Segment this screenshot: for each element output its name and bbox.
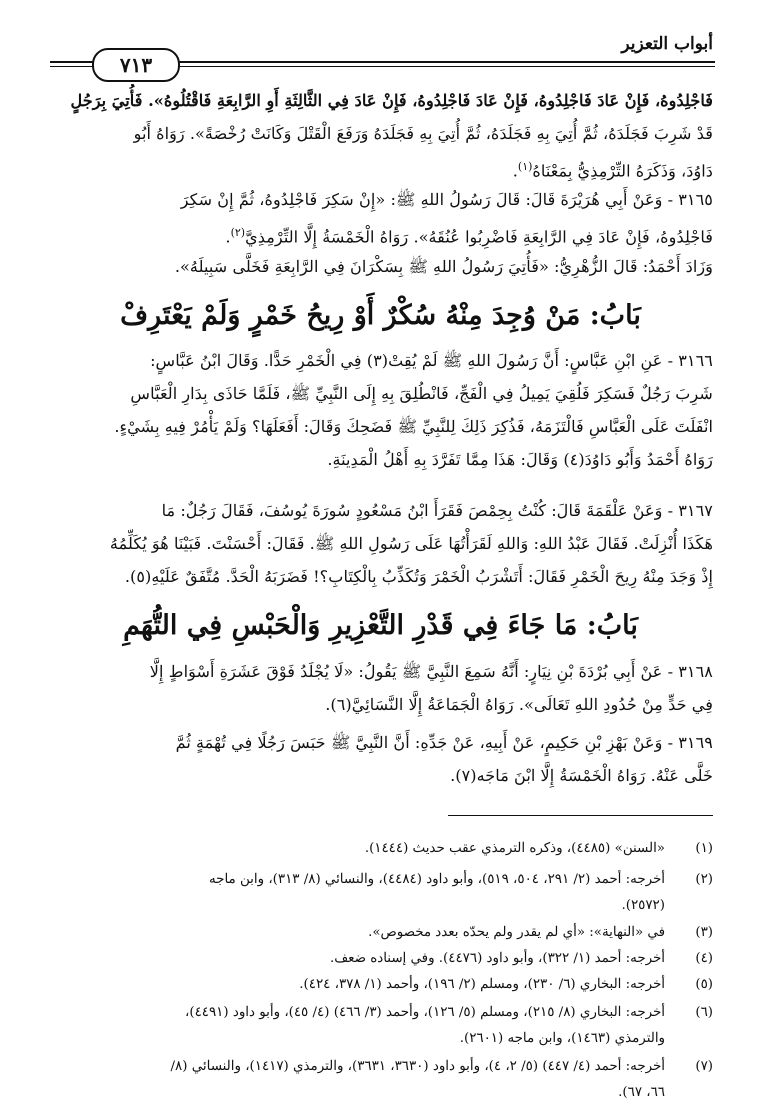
- footnote-text: أخرجه: أحمد (٤/ ٤٤٧) (٥/ ٢، ٤)، وأبو داود (٣٦٣٠، ٣٦٣١)، والترمذي (١٤١٧)، والنسائي (٨/: [170, 1059, 665, 1074]
- footnote-text: أخرجه: أحمد (١/ ٣٢٢)، وأبو داود (٤٤٧٦). وفي إسناده ضعف.: [330, 951, 665, 966]
- footnote-text: أخرجه: البخاري (٨/ ٢١٥)، ومسلم (٥/ ١٢٦)، وأحمد (٣/ ٤٦٦) (٤/ ٤٥)، وأبو داود (٤٤٩١)،: [185, 1005, 665, 1020]
- text-line: شَرِبَ رَجُلٌ فَسَكِرَ فَلُقِيَ يَمِيلُ فِي الْفَجِّ، فَانْطُلِقَ بِهِ إِلَى النَّبِيِّ ﷺ، فَلَمَّا حَاذَى بِدَارِ الْعَبَّاسِ: [130, 384, 713, 403]
- text-line: قَدْ شَرِبَ فَجَلَدَهُ، ثُمَّ أُتِيَ بِهِ فَجَلَدَهُ، ثُمَّ أُتِيَ بِهِ فَجَلَدَهُ وَرَفَعَ الْقَتْلَ وَكَانَتْ رُخْصَةً». رَوَاهُ أَبُو: [133, 124, 713, 143]
- footnote-number: (٦): [695, 1005, 713, 1020]
- footnote: [48, 1000, 713, 1052]
- text-line: ٣١٦٥ - وَعَنْ أَبِي هُرَيْرَةَ قَالَ: قَالَ رَسُولُ اللهِ ﷺ: «إِنْ سَكِرَ فَاجْلِدُوهُ، ثُمَّ إِنْ سَكِرَ: [180, 190, 713, 209]
- text-line: وَزَادَ أَحْمَدُ: قَالَ الزُّهْرِيُّ: «فَأُتِيَ رَسُولُ اللهِ ﷺ بِسَكْرَانَ فِي الرَّابِعَةِ فَخَلَّى سَبِيلَهُ».: [174, 257, 713, 276]
- text-line: ٣١٦٨ - عَنْ أَبِي بُرْدَةَ بْنِ نِيَارٍ: أَنَّهُ سَمِعَ النَّبِيَّ ﷺ يَقُولُ: «لَا يُجْلَدُ فَوْقَ عَشَرَةِ أَسْوَاطٍ إِلَّا: [149, 662, 713, 681]
- addition-ahmad: [48, 250, 713, 283]
- footnote-text: في «النهاية»: «أي لم يقدر ولم يحدّه بعدد مخصوص».: [368, 925, 665, 940]
- text-line: ٣١٦٧ - وَعَنْ عَلْقَمَةَ قَالَ: كُنْتُ بِحِمْصَ فَقَرَأَ ابْنُ مَسْعُودٍ سُورَةَ يُوسُفَ، فَقَالَ رَجُلٌ: مَا: [161, 501, 713, 520]
- footnote-number: (١): [695, 841, 713, 856]
- text-line: انْفَلَتَ عَلَى الْعَبَّاسِ فَالْتَزَمَهُ، فَذُكِرَ ذَلِكَ لِلنَّبِيِّ ﷺ فَضَحِكَ وَقَالَ: أَفَعَلَهَا؟ وَلَمْ يَأْمُرْ فِيهِ بِشَيْءٍ.: [114, 417, 713, 436]
- chapter-heading: بَابُ: مَا جَاءَ فِي قَدْرِ التَّعْزِيرِ وَالْحَبْسِ فِي التُّهَمِ: [123, 610, 638, 641]
- footnote-text: (٢٥٧٢).: [621, 898, 665, 913]
- hadith-3169: [48, 726, 713, 792]
- footnote: [48, 867, 713, 919]
- hadith-continuation: [48, 84, 713, 187]
- text-line: فَاجْلِدُوهُ، فَإِنْ عَادَ فِي الرَّابِعَةِ فَاضْرِبُوا عُنُقَهُ». رَوَاهُ الْخَمْسَةُ إِلَّا التِّرْمِذِيَّ$^{(٢)}$.: [225, 226, 713, 247]
- footnote-text: ٦٦، ٦٧).: [618, 1085, 665, 1100]
- text-line: إِذْ وَجَدَ مِنْهُ رِيحَ الْخَمْرِ فَقَالَ: أَتَشْرَبُ الْخَمْرَ وَتُكَذِّبُ بِالْكِتَابِ؟! فَضَرَبَهُ الْحَدَّ. مُتَّفَقٌ عَلَيْهِ(٥).: [124, 567, 713, 586]
- footnote-number: (٣): [695, 925, 713, 940]
- text-line: ٣١٦٩ - وَعَنْ بَهْزِ بْنِ حَكِيمٍ، عَنْ أَبِيهِ، عَنْ جَدِّهِ: أَنَّ النَّبِيَّ ﷺ حَبَسَ رَجُلًا فِي تُهْمَةٍ ثُمَّ: [175, 733, 713, 752]
- footnote-separator: [448, 815, 713, 816]
- footnote-text: «السنن» (٤٤٨٥)، وذكره الترمذي عقب حديث (١٤٤٤).: [364, 841, 665, 856]
- footnote-text: أخرجه: أحمد (٢/ ٢٩١، ٥٠٤، ٥١٩)، وأبو داود (٤٤٨٤)، والنسائي (٨/ ٣١٣)، وابن ماجه: [208, 872, 665, 887]
- hadith-3166: [48, 344, 713, 476]
- hadith-3165: [48, 183, 713, 253]
- footnote: [48, 972, 713, 998]
- text-line: هَكَذَا أُنْزِلَتْ. فَقَالَ عَبْدُ اللهِ: وَاللهِ لَقَرَأْتُهَا عَلَى رَسُولِ اللهِ ﷺ. فَقَالَ: أَحْسَنْتَ. فَبَيْنَا هُوَ يُكَلِّمُهُ: [109, 534, 713, 553]
- footnote-number: (٤): [695, 951, 713, 966]
- footnote-number: (٢): [695, 872, 713, 887]
- text-line: رَوَاهُ أَحْمَدُ وَأَبُو دَاوُدَ(٤) وَقَالَ: هَذَا مِمَّا تَفَرَّدَ بِهِ أَهْلُ الْمَدِينَةِ.: [327, 450, 713, 469]
- page-number: ٧١٣: [92, 48, 180, 82]
- footnote-number: (٧): [695, 1059, 713, 1074]
- footnote-mark: (٢): [230, 226, 246, 239]
- text-line: دَاوُدَ، وَذَكَرَهُ التِّرْمِذِيُّ بِمَعْنَاهُ$^{(١)}$.: [512, 160, 713, 181]
- footnote: [48, 1054, 713, 1106]
- text-line: خَلَّى عَنْهُ. رَوَاهُ الْخَمْسَةُ إِلَّا ابْنَ مَاجَه(٧).: [450, 766, 713, 785]
- hadith-3167: [48, 494, 713, 593]
- footnote: [48, 946, 713, 972]
- footnote-number: (٥): [695, 977, 713, 992]
- text-line: فَاجْلِدُوهُ، فَإِنْ عَادَ فَاجْلِدُوهُ، فَإِنْ عَادَ فَاجْلِدُوهُ، فَإِنْ عَادَ فِي الثَّالِثَةِ أَوِ الرَّابِعَةِ فَاقْتُلُوهُ». فَأُتِيَ بِرَجُلٍ: [70, 91, 713, 110]
- footnote: [48, 836, 713, 862]
- text-line: فِي حَدٍّ مِنْ حُدُودِ اللهِ تَعَالَى». رَوَاهُ الْجَمَاعَةُ إِلَّا النَّسَائِيَّ(٦).: [325, 695, 713, 714]
- footnote-mark: (١): [517, 160, 533, 173]
- text-line: ٣١٦٦ - عَنِ ابْنِ عَبَّاسٍ: أَنَّ رَسُولَ اللهِ ﷺ لَمْ يُقِتْ(٣) فِي الْخَمْرِ حَدًّا. وَقَالَ ابْنُ عَبَّاسٍ:: [150, 351, 713, 370]
- footnote: [48, 920, 713, 946]
- running-header-title: أبواب التعزير: [621, 34, 713, 54]
- footnote-text: أخرجه: البخاري (٦/ ٢٣٠)، ومسلم (٢/ ١٩٦)، وأحمد (١/ ٣٧٨، ٤٢٤).: [299, 977, 665, 992]
- chapter-heading: بَابُ: مَنْ وُجِدَ مِنْهُ سُكْرٌ أَوْ رِيحُ خَمْرٍ وَلَمْ يَعْتَرِفْ: [120, 300, 641, 331]
- hadith-3168: [48, 655, 713, 721]
- footnote-text: والترمذي (١٤٦٣)، وابن ماجه (٢٦٠١).: [459, 1031, 665, 1046]
